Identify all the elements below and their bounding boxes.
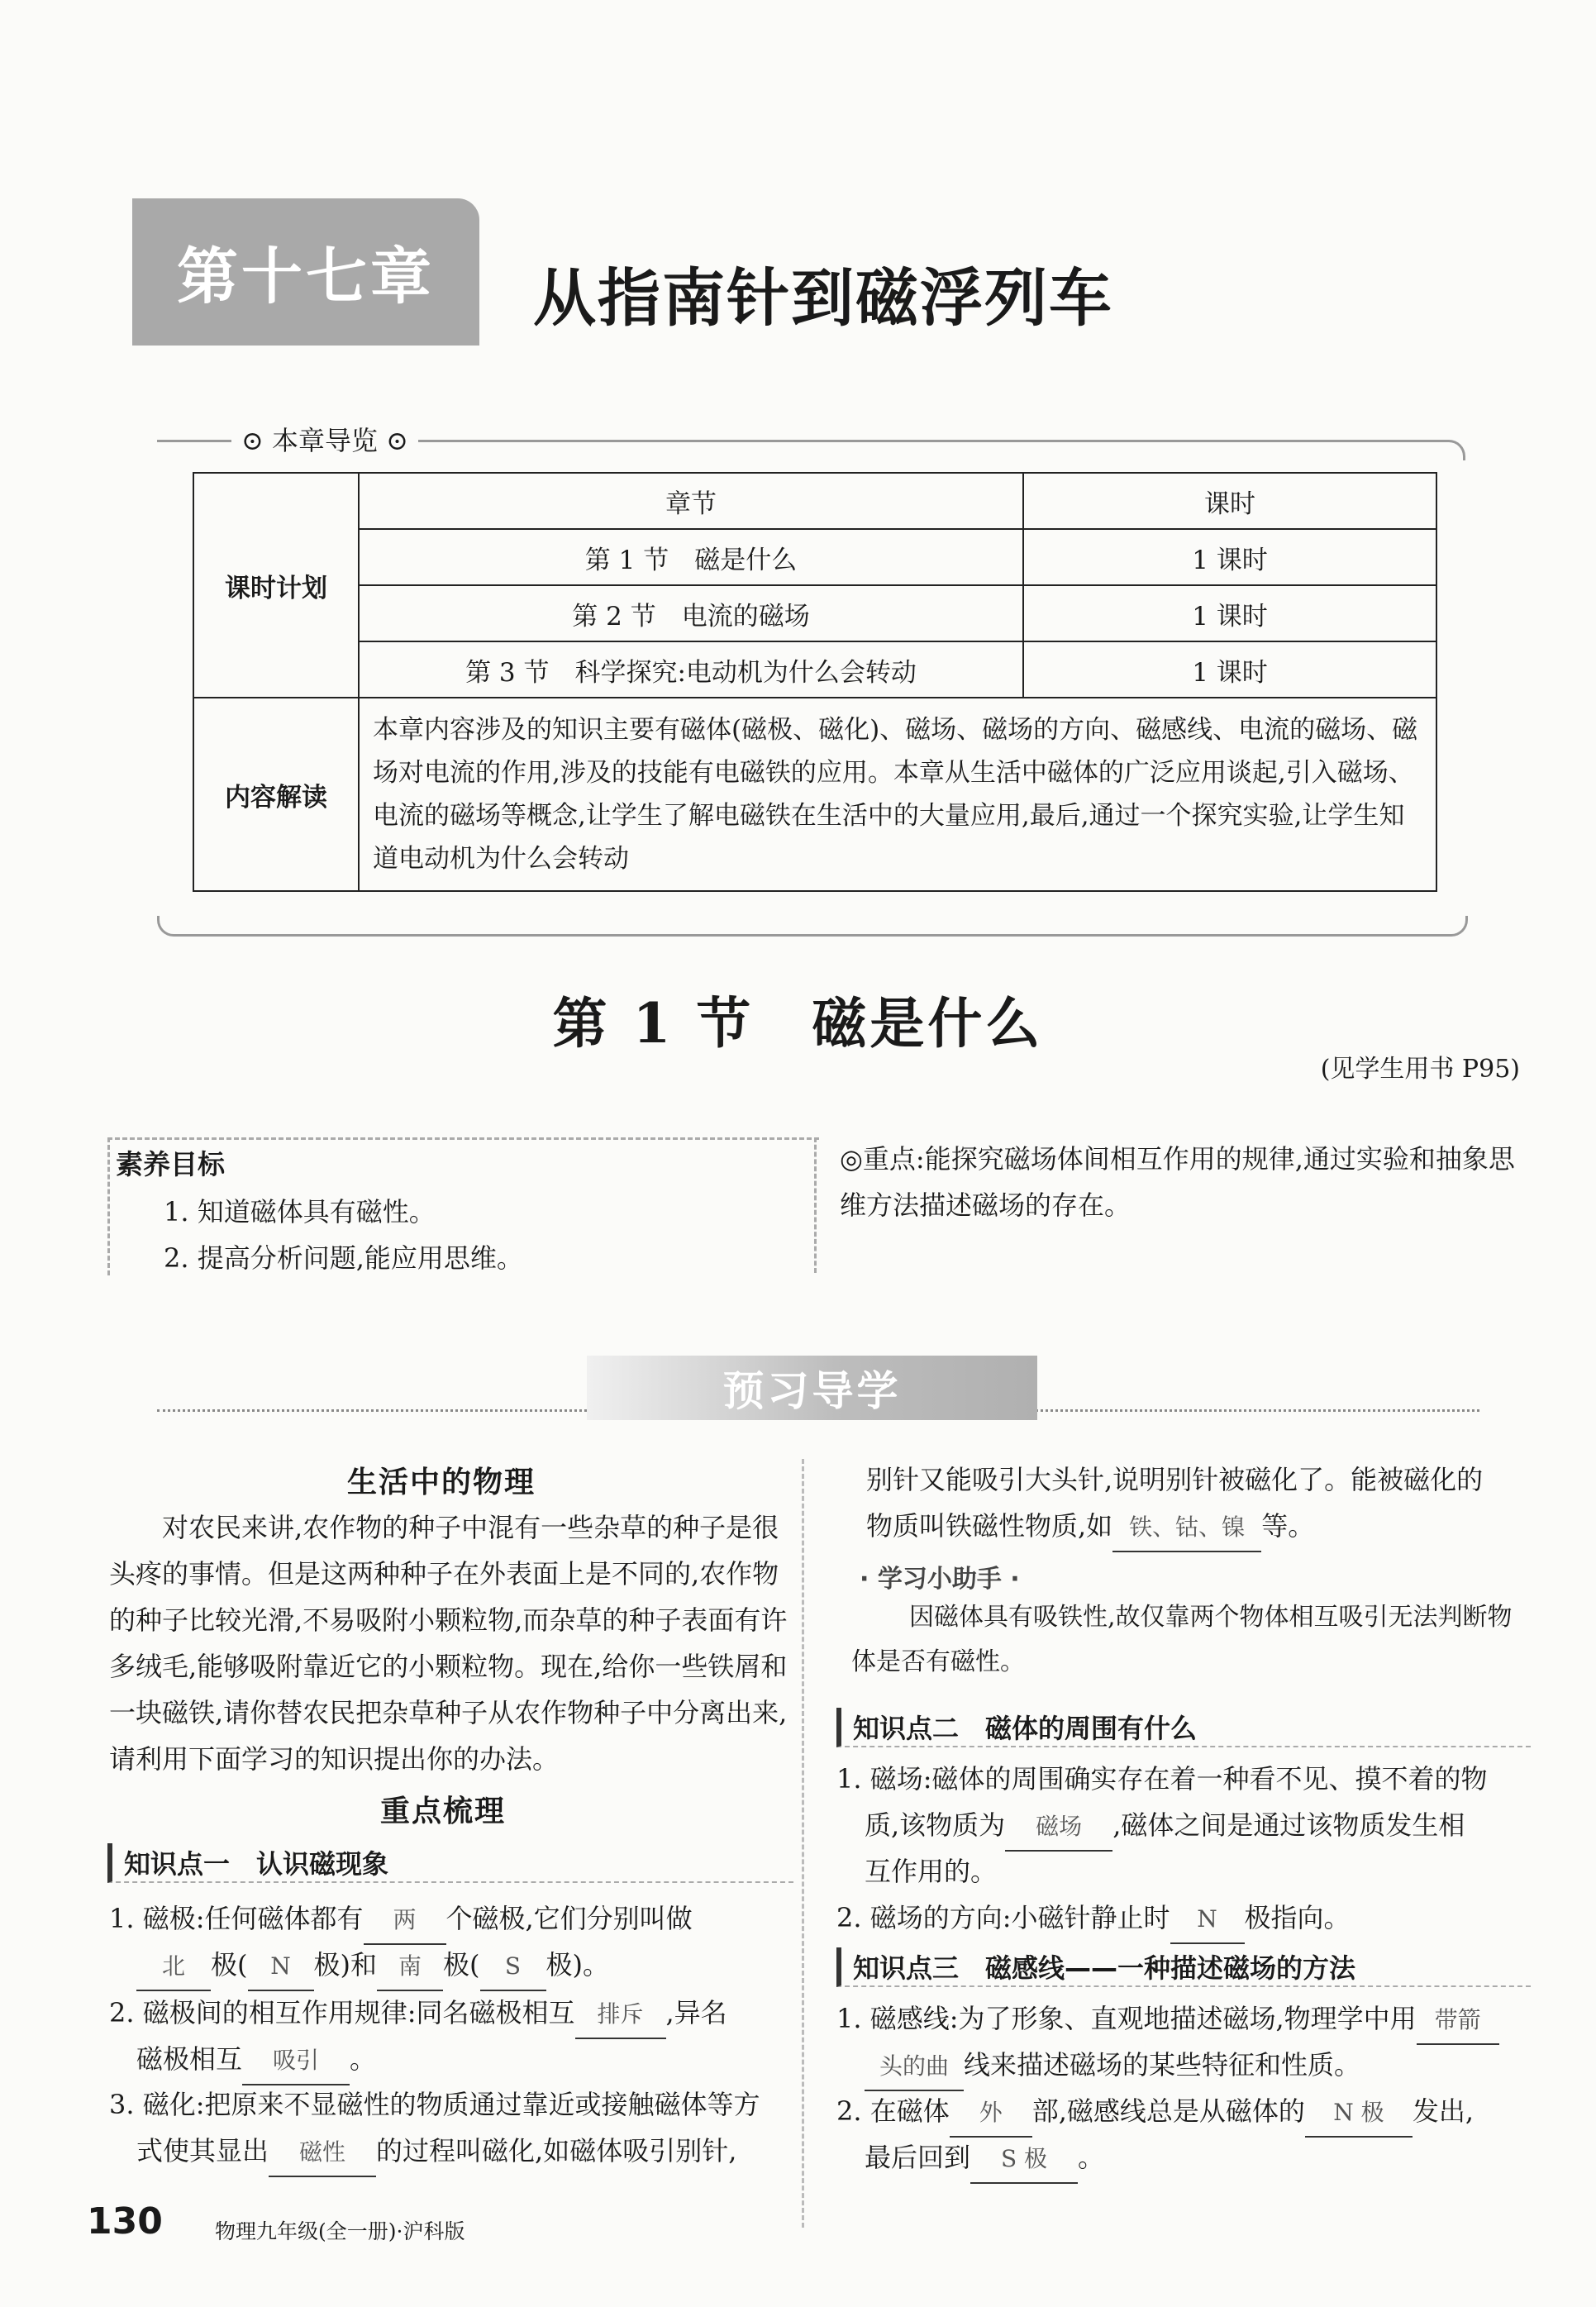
text: 。 bbox=[1078, 2142, 1105, 2173]
answer-blank: 外 bbox=[950, 2090, 1032, 2138]
text: 极)和 bbox=[313, 1949, 377, 1980]
answer-blank: 排斥 bbox=[575, 1991, 666, 2039]
table-row bbox=[193, 529, 1436, 585]
text: 磁极相互 bbox=[136, 2043, 243, 2075]
text: 极( bbox=[443, 1949, 480, 1980]
kp2-line4 bbox=[836, 1895, 1351, 1944]
text: 线来描述磁场的某些特征和性质。 bbox=[964, 2049, 1361, 2081]
answer-blank: 铁、钴、镍 bbox=[1112, 1504, 1261, 1552]
text: 2. 在磁体 bbox=[836, 2095, 950, 2127]
kp1-line3 bbox=[109, 1990, 727, 2039]
kp1-line2 bbox=[136, 1942, 609, 1991]
text: 极指向。 bbox=[1244, 1902, 1351, 1933]
answer-blank: S 极 bbox=[970, 2136, 1078, 2184]
text: 极)。 bbox=[545, 1949, 609, 1980]
focus-text: ◎重点:能探究磁场体间相互作用的规律,通过实验和抽象思维方法描述磁场的存在。 bbox=[840, 1143, 1515, 1221]
chapter-title: 从指南针到磁浮列车 bbox=[533, 261, 1113, 335]
text: 最后回到 bbox=[865, 2142, 971, 2173]
life-heading: 生活中的物理 bbox=[347, 1466, 536, 1499]
answer-blank: S bbox=[480, 1943, 546, 1991]
row-hours: 1 课时 bbox=[1023, 585, 1436, 641]
r-line1: 别针又能吸引大头针,说明别针被磁化了。能被磁化的 bbox=[866, 1464, 1484, 1495]
text: 物质叫铁磁性物质,如 bbox=[866, 1510, 1113, 1542]
life-text: 对农民来讲,农作物的种子中混有一些杂草的种子是很头疼的事情。但是这两种种子在外表面上是不同的,农作物的种子比较光滑,不易吸附小颗粒物,而杂草的种子表面有许多绒毛,能够吸附靠近它的小颗粒物。现在,给你一些铁屑和一块磁铁,请你替农民把杂草种子从农作物种子中分离出来,请利用下面学习的知识提出你的办法。 bbox=[109, 1512, 788, 1775]
row-section: 第 1 节 磁是什么 bbox=[359, 529, 1023, 585]
preview-banner: 预习导学 bbox=[587, 1356, 1037, 1420]
table-row bbox=[193, 585, 1436, 641]
text: 等。 bbox=[1261, 1510, 1315, 1542]
answer-blank: 两 bbox=[364, 1897, 446, 1945]
header-section: 章节 bbox=[359, 473, 1023, 529]
text: 。 bbox=[350, 2043, 377, 2075]
text: 极( bbox=[211, 1949, 248, 1980]
row-section: 第 3 节 科学探究:电动机为什么会转动 bbox=[359, 641, 1023, 698]
chapter-label: 第十七章 bbox=[177, 241, 435, 312]
text: 2. 磁场的方向:小磁针静止时 bbox=[836, 1902, 1170, 1933]
guide-label: ⊙ 本章导览 ⊙ bbox=[231, 420, 418, 458]
page-number: 130 bbox=[87, 2200, 163, 2243]
kp2-line3: 互作用的。 bbox=[865, 1856, 998, 1887]
r-line2 bbox=[866, 1503, 1314, 1552]
kp3-line2 bbox=[865, 2042, 1360, 2091]
text: 2. 磁极间的相互作用规律:同名磁极相互 bbox=[109, 1997, 575, 2028]
text: 个磁极,它们分别叫做 bbox=[445, 1903, 693, 1934]
column-divider bbox=[802, 1459, 804, 2228]
row-hours: 1 课时 bbox=[1023, 641, 1436, 698]
helper-heading: · 学习小助手 · bbox=[860, 1565, 1020, 1594]
knowledge-point-1: 知识点一 认识磁现象 bbox=[107, 1843, 793, 1883]
header-hours: 课时 bbox=[1023, 473, 1436, 529]
kp1-line1 bbox=[109, 1895, 693, 1945]
goals-label: 素养目标 bbox=[116, 1148, 225, 1180]
answer-blank: 磁场 bbox=[1005, 1804, 1112, 1852]
answer-blank: 头的曲 bbox=[865, 2043, 964, 2091]
section-title: 第 1 节 磁是什么 bbox=[552, 991, 1044, 1056]
kp3-line4 bbox=[865, 2134, 1104, 2184]
helper-text: 因磁体具有吸铁性,故仅靠两个物体相互吸引无法判断物体是否有磁性。 bbox=[851, 1603, 1513, 1676]
answer-blank: N bbox=[248, 1943, 314, 1991]
text: ,磁体之间是通过该物质发生相 bbox=[1112, 1809, 1465, 1841]
chapter-plan-table bbox=[193, 472, 1437, 892]
text: 1. 磁极:任何磁体都有 bbox=[109, 1903, 364, 1934]
answer-blank: 南 bbox=[377, 1943, 443, 1991]
answer-blank: N 极 bbox=[1305, 2090, 1413, 2138]
knowledge-point-3: 知识点三 磁感线——一种描述磁场的方法 bbox=[836, 1947, 1531, 1987]
kp1-line4 bbox=[136, 2036, 376, 2085]
chapter-badge bbox=[132, 198, 479, 346]
content-label: 内容解读 bbox=[193, 698, 359, 891]
kp2-line2 bbox=[865, 1802, 1465, 1852]
table-row bbox=[193, 641, 1436, 698]
kp2-line1: 1. 磁场:磁体的周围确实存在着一种看不见、摸不着的物 bbox=[836, 1763, 1488, 1795]
kp1-line6 bbox=[136, 2128, 736, 2177]
goals-divider bbox=[814, 1137, 817, 1273]
text: 1. 磁感线:为了形象、直观地描述磁场,物理学中用 bbox=[836, 2003, 1417, 2034]
key-heading: 重点梳理 bbox=[380, 1795, 507, 1828]
answer-blank: 吸引 bbox=[242, 2038, 350, 2085]
kp1-line5: 3. 磁化:把原来不显磁性的物质通过靠近或接触磁体等方 bbox=[109, 2089, 760, 2120]
schedule-label: 课时计划 bbox=[193, 473, 359, 698]
content-text: 本章内容涉及的知识主要有磁体(磁极、磁化)、磁场、磁场的方向、磁感线、电流的磁场、磁场对电流的作用,涉及的技能有电磁铁的应用。本章从生活中磁体的广泛应用谈起,引入磁场、电流的磁场等概念,让学生了解电磁铁在生活中的大量应用,最后,通过一个探究实验,让学生知道电动机为什么会转动 bbox=[359, 698, 1436, 891]
goal-item: 1. 知道磁体具有磁性。 bbox=[164, 1196, 436, 1227]
section-ref: (见学生用书 P95) bbox=[1320, 1055, 1520, 1084]
text: 式使其显出 bbox=[136, 2135, 269, 2166]
goal-item: 2. 提高分析问题,能应用思维。 bbox=[164, 1242, 523, 1274]
kp3-line3 bbox=[836, 2088, 1474, 2138]
answer-blank: 磁性 bbox=[269, 2129, 376, 2177]
knowledge-point-2: 知识点二 磁体的周围有什么 bbox=[836, 1708, 1531, 1747]
kp3-line1 bbox=[836, 1995, 1499, 2045]
row-section: 第 2 节 电流的磁场 bbox=[359, 585, 1023, 641]
text: 部,磁感线总是从磁体的 bbox=[1031, 2095, 1305, 2127]
text: ,异名 bbox=[665, 1997, 727, 2028]
text: 的过程叫磁化,如磁体吸引别针, bbox=[376, 2135, 737, 2166]
answer-blank: 带箭 bbox=[1417, 1997, 1499, 2045]
text: 质,该物质为 bbox=[865, 1809, 1006, 1841]
answer-blank: N bbox=[1170, 1896, 1245, 1944]
row-hours: 1 课时 bbox=[1023, 529, 1436, 585]
guide-frame-bottom bbox=[157, 916, 1468, 937]
answer-blank: 北 bbox=[136, 1943, 211, 1991]
book-title: 物理九年级(全一册)·沪科版 bbox=[215, 2219, 465, 2243]
text: 发出, bbox=[1412, 2095, 1475, 2127]
